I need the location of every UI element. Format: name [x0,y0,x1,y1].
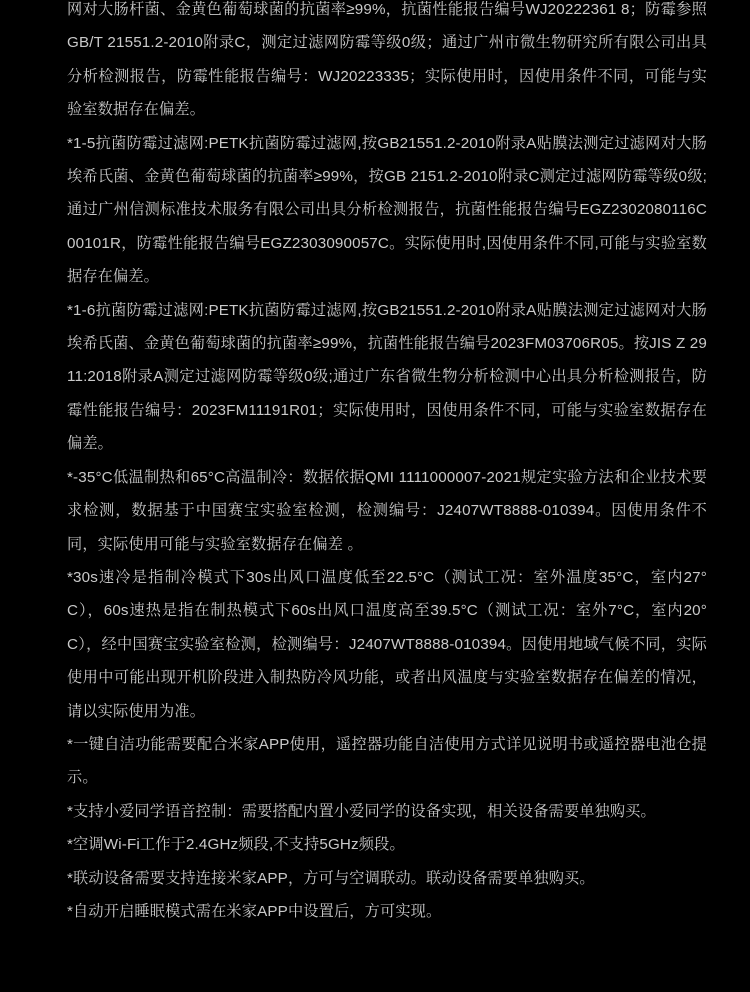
note-sleep-mode: *自动开启睡眠模式需在米家APP中设置后，方可实现。 [67,902,442,920]
note-voice-control: *支持小爱同学语音控制：需要搭配内置小爱同学的设备实现，相关设备需要单独购买。 [67,802,656,820]
disclaimer-notes [67,0,707,928]
note-linked-devices: *联动设备需要支持连接米家APP，方可与空调联动。联动设备需要单独购买。 [67,869,595,887]
note-self-clean: *一键自洁功能需要配合米家APP使用，遥控器功能自洁使用方式详见说明书或遥控器电池仓提示。 [67,735,707,787]
note-antibacterial-filter-1-6: *1-6抗菌防霉过滤网:PETK抗菌防霉过滤网,按GB21551.2-2010附录A贴膜法测定过滤网对大肠埃希氏菌、金黄色葡萄球菌的抗菌率≥99%，抗菌性能报告编号2023FM03706R05。按JIS Z 2911:2018附录A测定过滤网防霉等级0级;通过广东省微生物分析检测中心出具分析检测报告，防霉性能报告编号：2023FM11191R01；实际使用时，因使用条件不同，可能与实验室数据存在偏差。 [67,301,707,453]
note-extreme-temperature: *-35°C低温制热和65°C高温制冷：数据依据QMI 1111000007-2021规定实验方法和企业技术要求检测，数据基于中国赛宝实验室检测，检测编号：J2407WT8888-010394。因使用条件不同，实际使用可能与实验室数据存在偏差 。 [67,468,707,553]
note-filter-test-continued: 网对大肠杆菌、金黄色葡萄球菌的抗菌率≥99%，抗菌性能报告编号WJ20222361 8；防霉参照GB/T 21551.2-2010附录C，测定过滤网防霉等级0级；通过广州市微生物研究所有限公司出具分析检测报告，防霉性能报告编号：WJ20223335；实际使用时，因使用条件不同，可能与实验室数据存在偏差。 [67,1,707,119]
note-wifi-band: *空调Wi-Fi工作于2.4GHz频段,不支持5GHz频段。 [67,836,405,854]
note-antibacterial-filter-1-5: *1-5抗菌防霉过滤网:PETK抗菌防霉过滤网,按GB21551.2-2010附录A贴膜法测定过滤网对大肠埃希氏菌、金黄色葡萄球菌的抗菌率≥99%，按GB 2151.2-2010附录C测定过滤网防霉等级0级;通过广州信测标准技术服务有限公司出具分析检测报告，抗菌性能报告编号EGZ2302080116C00101R，防霉性能报告编号EGZ2303090057C。实际使用时,因使用条件不同,可能与实验室数据存在偏差。 [67,134,707,286]
note-fast-cool-heat: *30s速冷是指制冷模式下30s出风口温度低至22.5°C（测试工况：室外温度35°C，室内27°C），60s速热是指在制热模式下60s出风口温度高至39.5°C（测试工况：室外7°C，室内20°C），经中国赛宝实验室检测，检测编号：J2407WT8888-010394。因使用地域气候不同，实际使用中可能出现开机阶段进入制热防冷风功能，或者出风温度与实验室数据存在偏差的情况，请以实际使用为准。 [67,568,707,720]
